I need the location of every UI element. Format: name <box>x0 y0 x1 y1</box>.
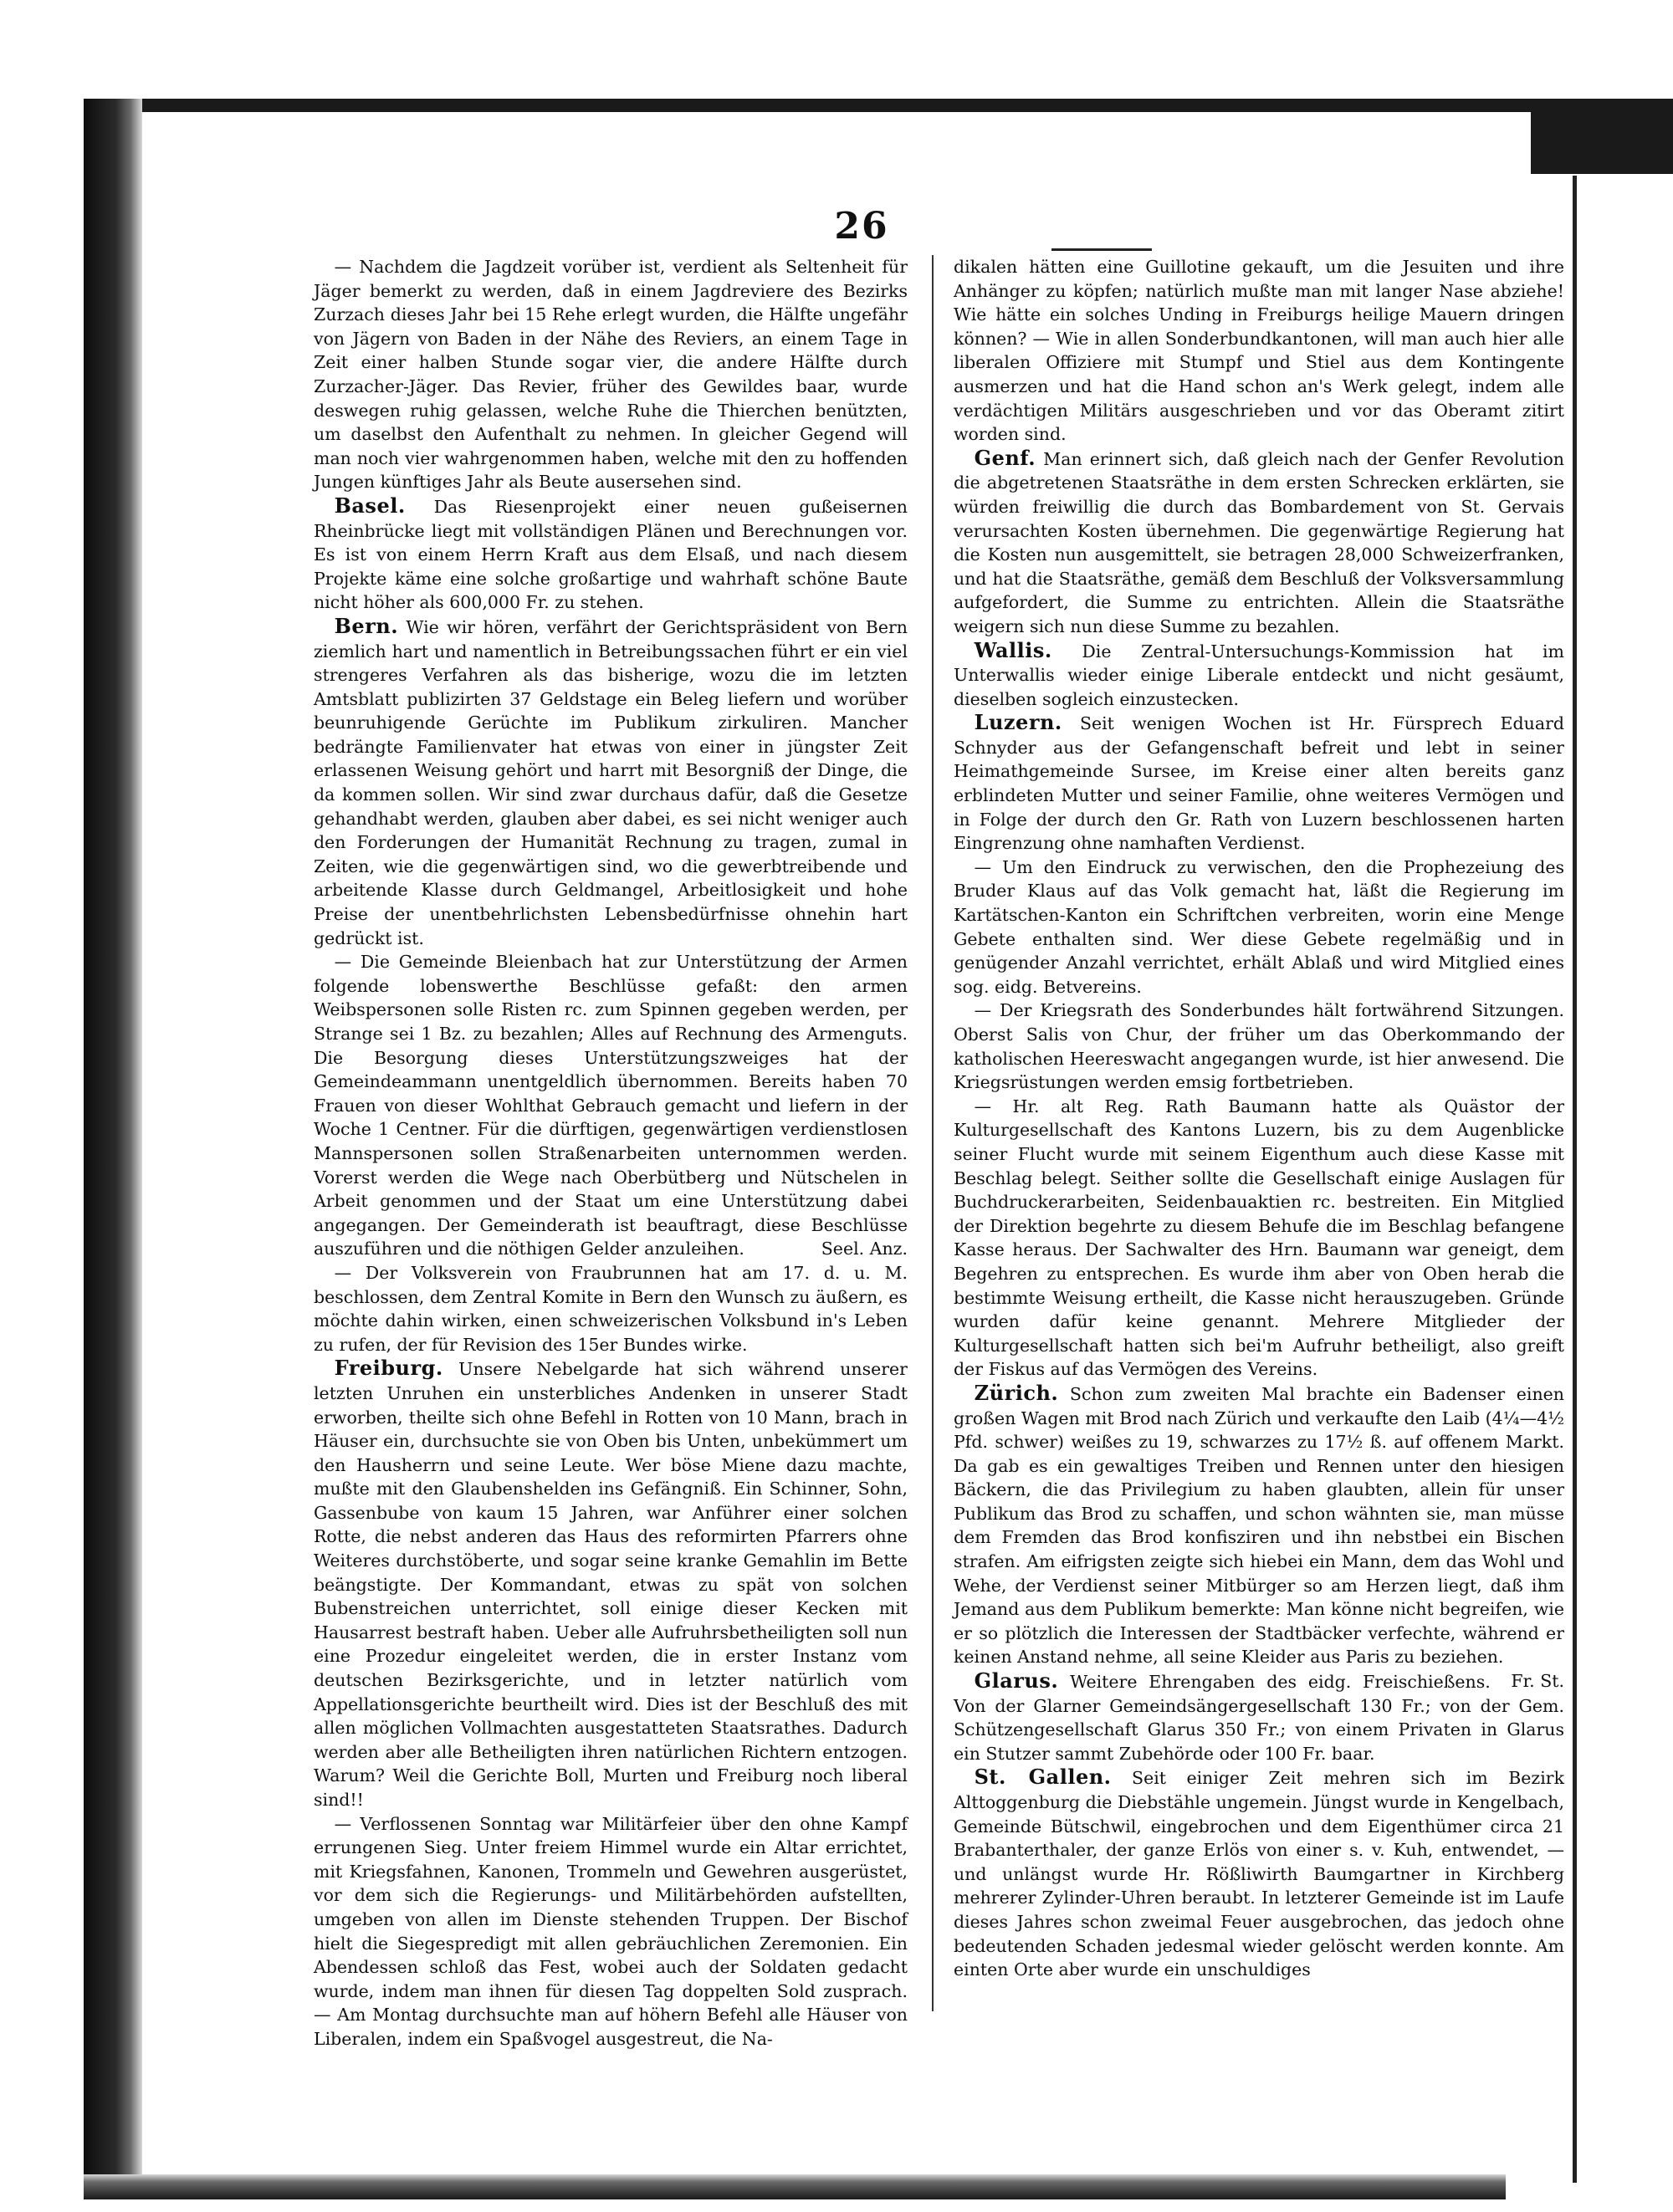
article-text: Seit einiger Zeit mehren sich im Bezirk Alttoggenburg die Diebstähle ungemein. Jüngst wurde in Kengelbach, Gemeinde Bütschwil, eingebrochen und dem Eigenthümer circa 21 Brabanterthaler, der ganze Erlös von einer s. v. Kuh, entwendet, — und unlängst wurde Hr. Rößliwirth Baumgartner in Kirchberg mehrerer Zylinder-Uhren beraubt. In letzterer Gemeinde ist im Laufe dieses Jahres schon zweimal Feuer ausgebrochen, das jedoch ohne bedeutenden Schaden jedesmal wieder gelöscht werden konnte. Am einten Orte aber wurde ein unschuldiges <box>954 1768 1564 1980</box>
article-source: Fr. St. <box>1511 1671 1564 1692</box>
article-text: Man erinnert sich, daß gleich nach der Genfer Revolution die abgetretenen Staatsräthe in dem ersten Schrecken erklärten, sie würden freiwillig die durch das Bombardement von St. Gervais verursachten Kosten übernehmen. Die gegenwärtige Regierung hat die Kosten nun ausgemittelt, sie betragen 28,000 Schweizerfranken, und hat die Staatsräthe, gemäß dem Beschluß der Volksversammlung aufgefordert, die Summe zu entrichten. Allein die Staatsräthe weigern sich nun diese Summe zu bezahlen. <box>954 448 1564 636</box>
page-number-rule <box>1051 248 1152 251</box>
article-heading: Genf. <box>974 445 1036 470</box>
article-source: Seel. Anz. <box>821 1239 908 1259</box>
article-kriegsrath <box>954 999 1564 1094</box>
article-heading: Wallis. <box>974 637 1052 662</box>
article-freiburg <box>314 1356 908 1811</box>
article-st-gallen <box>954 1765 1564 1981</box>
article-fraubrunnen <box>314 1261 908 1356</box>
article-bruder-klaus <box>954 856 1564 999</box>
article-text: — Verflossenen Sonntag war Militärfeier über den ohne Kampf errungenen Sieg. Unter freiem Himmel wurde ein Altar errichtet, mit Kriegsfahnen, Kanonen, Trommeln und Gewehren ausgerüstet, vor dem sich die Regierungs- und Militärbehörden aufstellten, umgeben von allen im Dienste stehenden Truppen. Der Bischof hielt die Siegespredigt mit allen gebräuchlichen Zeremonien. Ein Abendessen schloß das Fest, wobei auch der Soldaten gedacht wurde, indem man ihnen für diesen Tag doppelten Sold zusprach. — Am Montag durchsuchte man auf höhern Befehl alle Häuser von Liberalen, indem ein Spaßvogel ausgestreut, die Na- <box>314 1813 908 2049</box>
article-text: — Die Gemeinde Bleienbach hat zur Unterstützung der Armen folgende lobenswerthe Beschlüsse gefaßt: den armen Weibspersonen solle Risten rc. zum Spinnen gegeben werden, per Strange sei 1 Bz. zu bezahlen; Alles auf Rechnung des Armenguts. Die Besorgung dieses Unterstützungszweiges hat der Gemeindeammann unentgeldlich übernommen. Bereits haben 70 Frauen von dieser Wohlthat Gebrauch gemacht und liefern in der Woche 1 Centner. Für die dürftigen, gegenwärtigen verdienstlosen Mannspersonen sollen Straßenarbeiten unternommen werden. Vorerst werden die Wege nach Oberbütberg und Nütschelen in Arbeit genommen und der Staat um eine Unterstützung dabei angegangen. Der Gemeinderath ist beauftragt, diese Beschlüsse auszuführen und die nöthigen Gelder anzuleihen. <box>314 952 908 1259</box>
scan-border-top <box>84 99 1539 112</box>
left-column <box>314 255 908 2051</box>
article-bern <box>314 615 908 950</box>
article-heading: Freiburg. <box>334 1356 443 1381</box>
article-text: — Der Volksverein von Fraubrunnen hat am 17. d. u. M. beschlossen, dem Zentral Komite in Bern den Wunsch zu äußern, es möchte dahin wirken, einen schweizerischen Volksbund in's Leben zu rufen, der für Revision des 15er Bundes wirke. <box>314 1262 908 1355</box>
article-text: dikalen hätten eine Guillotine gekauft, um die Jesuiten und ihre Anhänger zu köpfen; natürlich mußte man mit langer Nase abziehe! Wie hätte ein solches Unding in Freiburgs heilige Mauern dringen können? — Wie in allen Sonderbundkantonen, will man auch hier alle liberalen Offiziere mit Stumpf und Stiel aus dem Kontingente ausmerzen und hat die Hand schon an's Werk gelegt, indem alle verdächtigen Militärs ausgeschrieben und vor das Oberamt zitirt worden sind. <box>954 257 1564 445</box>
article-genf <box>954 447 1564 639</box>
article-heading: Luzern. <box>974 710 1062 735</box>
article-heading: Zürich. <box>974 1380 1059 1405</box>
article-jagd <box>314 255 908 494</box>
article-text: Seit wenigen Wochen ist Hr. Fürsprech Eduard Schnyder aus der Gefangenschaft befreit und lebt in seiner Heimathgemeinde Sursee, im Kreise einer alten bereits ganz erblindeten Mutter und seiner Familie, ohne weiteres Vermögen und in Folge der durch den Gr. Rath von Luzern beschlossenen harten Eingrenzung ohne namhaften Verdienst. <box>954 713 1564 854</box>
right-column <box>954 255 1564 1982</box>
article-bleienbach <box>314 950 908 1261</box>
article-heading: Basel. <box>334 493 406 518</box>
article-glarus <box>954 1669 1564 1765</box>
article-heading: Glarus. <box>974 1668 1059 1693</box>
column-divider <box>932 255 934 2011</box>
scan-border-left <box>84 99 142 2198</box>
article-text: — Nachdem die Jagdzeit vorüber ist, verdient als Seltenheit für Jäger bemerkt zu werden, daß in einem Jagdreviere des Bezirks Zurzach dieses Jahr bei 15 Rehe erlegt wurden, die Hälfte ungefähr von Jägern von Baden in der Nähe des Reviers, an einem Tage in Zeit einer halben Stunde sogar vier, die andere Hälfte durch Zurzacher-Jäger. Das Revier, früher des Gewildes baar, wurde deswegen ruhig gelassen, welche Ruhe die Thierchen benützten, um daselbst den Aufenthalt zu nehmen. In gleicher Gegend will man noch vier wahrgenommen haben, welche mit den zu hoffenden Jungen künftiges Jahr als Beute ausersehen sind. <box>314 257 908 493</box>
article-text: — Um den Eindruck zu verwischen, den die Prophezeiung des Bruder Klaus auf das Volk gemacht hat, läßt die Regierung im Kartätschen-Kanton ein Schriftchen verbreiten, worin eine Menge Gebete enthalten sind. Wer diese Gebete regelmäßig und in genügender Anzahl verrichtet, erhält Ablaß und wird Mitglied eines sog. eidg. Betvereins. <box>954 856 1564 997</box>
article-text: Schon zum zweiten Mal brachte ein Badenser einen großen Wagen mit Brod nach Zürich und verkaufte den Laib (4¼—4½ Pfd. schwer) weißes zu 19, schwarzes zu 17½ ß. auf offenem Markt. Da gab es ein gewaltiges Treiben und Rennen unter den hiesigen Bäckern, die das Privilegium zu haben glaubten, allein für unser Publikum das Brod zu schaffen, und schon wähnten sie, man müsse dem Fremden das Brod konfisziren und ihn nebstbei ein Bischen strafen. Am eifrigsten zeigte sich hiebei ein Mann, dem das Wohl und Wehe, der Verdienst seiner Mitbürger so am Herzen liegt, daß ihm Jemand aus dem Publikum bemerkte: Man könne nicht begreifen, wie er so plötzlich die Interessen der Stadtbäcker verfechte, während er keinen Anstand nehme, all seine Kleider aus Paris zu beziehen. <box>954 1383 1564 1668</box>
article-text: — Der Kriegsrath des Sonderbundes hält fortwährend Sitzungen. Oberst Salis von Chur, der früher um das Oberkommando der katholischen Heereswacht angegangen wurde, ist hier anwesend. Die Kriegsrüstungen werden emsig fortbetrieben. <box>954 1000 1564 1093</box>
article-text: Wie wir hören, verfährt der Gerichtspräsident von Bern ziemlich hart und namentlich in Betreibungssachen führt er ein viel strengeres Verfahren als das bisherige, wozu die im letzten Amtsblatt publizirten 37 Geldstage ein Beleg liefern und worüber beunruhigende Gerüchte im Publikum zirkuliren. Mancher bedrängte Familienvater hat etwas von einer in jüngster Zeit erlassenen Weisung gehört und harrt mit Besorgniß der Dinge, die da kommen sollen. Wir sind zwar durchaus dafür, daß die Gesetze gehandhabt werden, glauben aber dabei, es sei nicht weniger auch den Forderungen der Humanität Rechnung zu tragen, zumal in Zeiten, wie die gegenwärtigen sind, wo die gewerbtreibende und arbeitende Klasse durch Geldmangel, Arbeitlosigkeit und hohe Preise der unentbehrlichsten Lebensbedürfnisse ohnehin hart gedrückt ist. <box>314 616 908 948</box>
article-wallis <box>954 639 1564 712</box>
article-text: Unsere Nebelgarde hat sich während unserer letzten Unruhen ein unsterbliches Andenken in unserer Stadt erworben, theilte sich ohne Befehl in Rotten von 10 Mann, brach in Häuser ein, durchsuchte sie von Oben bis Unten, unbekümmert um den Hausherrn und seine Leute. Wer böse Miene dazu machte, mußte mit den Glaubenshelden ins Gefängniß. Ein Schinner, Sohn, Gassenbube von kaum 15 Jahren, war Anführer einer solchen Rotte, die nebst anderen das Haus des reformirten Pfarrers ohne Weiteres durchstöberte, und sogar seine kranke Gemahlin im Bette beängstigte. Der Kommandant, etwas zu spät von solchen Bubenstreichen unterrichtet, soll einige dieser Kecken mit Hausarrest bestraft haben. Ueber alle Aufruhrsbetheiligten soll nun eine Prozedur eingeleitet werden, die in erster Instanz vom deutschen Bezirksgerichte, und in letzter natürlich vom Appellationsgerichte beurtheilt wird. Dies ist der Beschluß des mit allen möglichen Vollmachten ausgestatteten Staatsrathes. Dadurch werden aber alle Betheiligten ihren natürlichen Richtern entzogen. Warum? Weil die Gerichte Boll, Murten und Freiburg noch liberal sind!! <box>314 1359 908 1810</box>
article-heading: St. Gallen. <box>974 1765 1112 1790</box>
article-text: Die Zentral-Untersuchungs-Kommission hat im Unterwallis wieder einige Liberale entdeckt und nicht gesäumt, dieselben sogleich einzustecken. <box>954 641 1564 709</box>
newspaper-page <box>159 125 1564 2166</box>
article-freiburg-continued <box>954 255 1564 447</box>
scan-right-edge <box>1573 176 1577 2183</box>
article-militaerfeier <box>314 1812 908 2051</box>
article-text: — Hr. alt Reg. Rath Baumann hatte als Quästor der Kulturgesellschaft des Kantons Luzern, bis zu dem Augenblicke seiner Flucht wurde mit seinem Eigenthum auch diese Kasse mit Beschlag belegt. Seither sollte die Gesellschaft einige Auslagen für Buchdruckerarbeiten, Seidenbauaktien rc. bestreiten. Ein Mitglied der Direktion begehrte zu diesem Behufe die im Beschlag befangene Kasse heraus. Der Sachwalter des Hrn. Baumann war geneigt, dem Begehren zu entsprechen. Es wurde ihm aber von Oben herab die bestimmte Weisung ertheilt, die Kasse nicht herauszugeben. Gründe wurden dafür keine genannt. Mehrere Mitglieder der Kulturgesellschaft hatten sich bei'm Aufruhr betheiligt, also greift der Fiskus auf das Vermögen des Vereins. <box>954 1096 1564 1380</box>
article-text: Weitere Ehrengaben des eidg. Freischießens. Von der Glarner Gemeindsängergesellschaft 130 Fr.; von der Gem. Schützengesellschaft Glarus 350 Fr.; von einem Privaten in Glarus ein Stutzer sammt Zubehörde oder 100 Fr. baar. <box>954 1672 1564 1764</box>
page-number: 26 <box>834 205 889 248</box>
article-luzern <box>954 711 1564 856</box>
article-basel <box>314 494 908 615</box>
article-heading: Bern. <box>334 613 399 638</box>
article-text: Das Riesenprojekt einer neuen gußeisernen Rheinbrücke liegt mit vollständigen Plänen und Berechnungen vor. Es ist von einem Herrn Kraft aus dem Elsaß, und nach diesem Projekte käme eine solche großartige und wahrhaft schöne Baute nicht höher als 600,000 Fr. zu stehen. <box>314 496 908 613</box>
scan-border-bottom <box>84 2174 1506 2199</box>
article-baumann <box>954 1095 1564 1382</box>
